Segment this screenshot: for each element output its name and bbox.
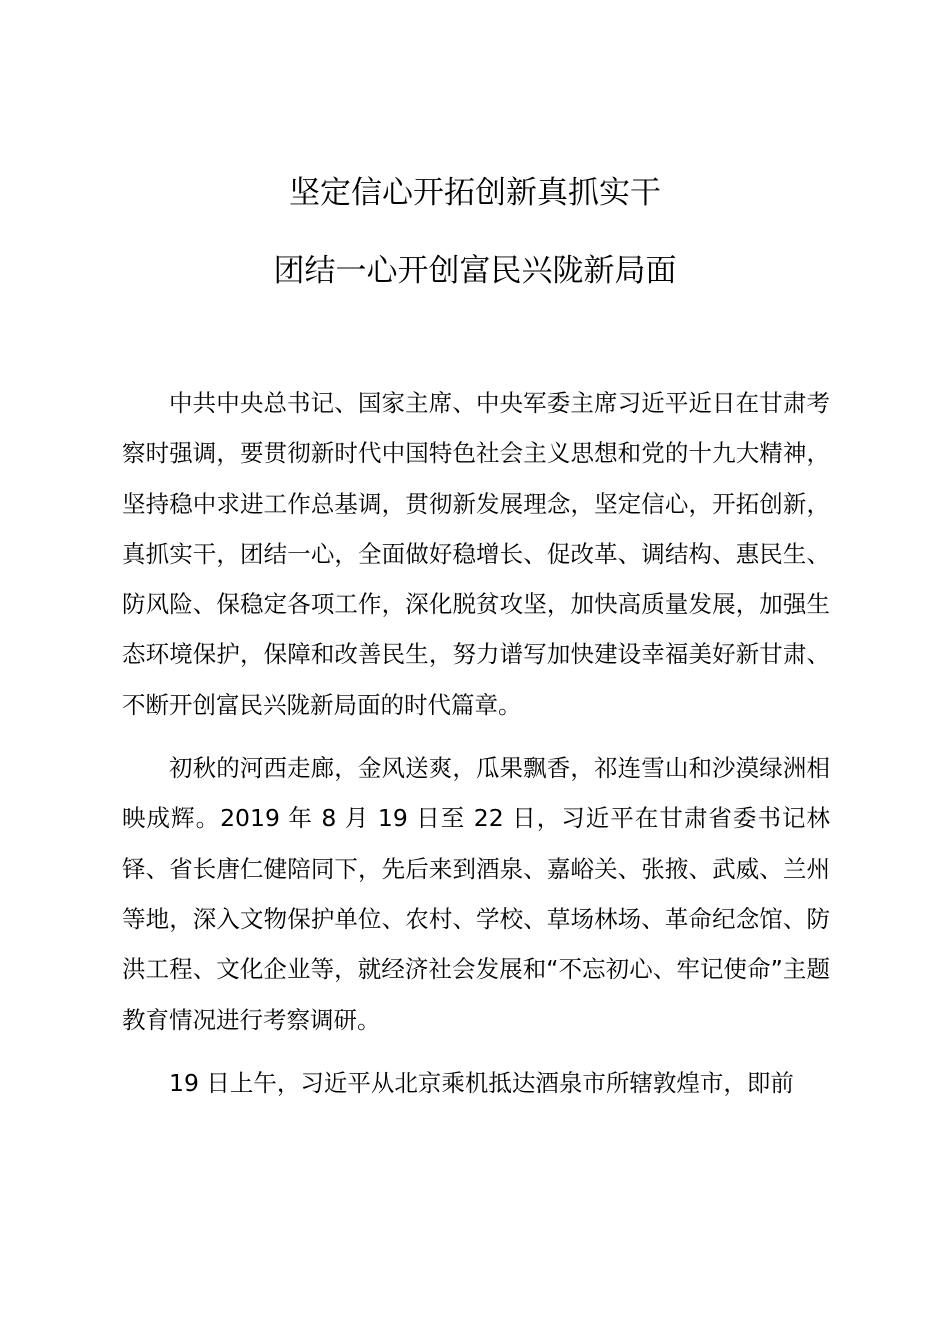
- paragraph-3: 19 日上午，习近平从北京乘机抵达酒泉市所辖敦煌市，即前: [169, 1068, 794, 1097]
- title-line-1: 坚定信心开拓创新真抓实干: [289, 175, 661, 211]
- paragraph-2: 初秋的河西走廊，金风送爽，瓜果飘香，祁连雪山和沙漠绿洲相映成辉。2019 年 8 月 19 日至 22 日，习近平在甘肃省委书记林铎、省长唐仁健陪同下，先后来到酒泉、嘉峪关、张掖、武威、兰州等地，深入文物保护单位、农村、学校、草场林场、革命纪念馆、防洪工程、文化企业等，就经济社会发展和“不忘初心、牢记使命”主题教育情况进行考察调研。: [122, 754, 830, 1034]
- title-line-2: 团结一心开创富民兴陇新局面: [273, 253, 677, 289]
- paragraph-1: 中共中央总书记、国家主席、中央军委主席习近平近日在甘肃考察时强调，要贯彻新时代中国特色社会主义思想和党的十九大精神，坚持稳中求进工作总基调，贯彻新发展理念，坚定信心，开拓创新，真抓实干，团结一心，全面做好稳增长、促改革、调结构、惠民生、防风险、保稳定各项工作，深化脱贫攻坚，加快高质量发展，加强生态环境保护，保障和改善民生，努力谱写加快建设幸福美好新甘肃、不断开创富民兴陇新局面的时代篇章。: [122, 389, 830, 719]
- article-body: [122, 378, 830, 1108]
- article-title: [0, 175, 950, 289]
